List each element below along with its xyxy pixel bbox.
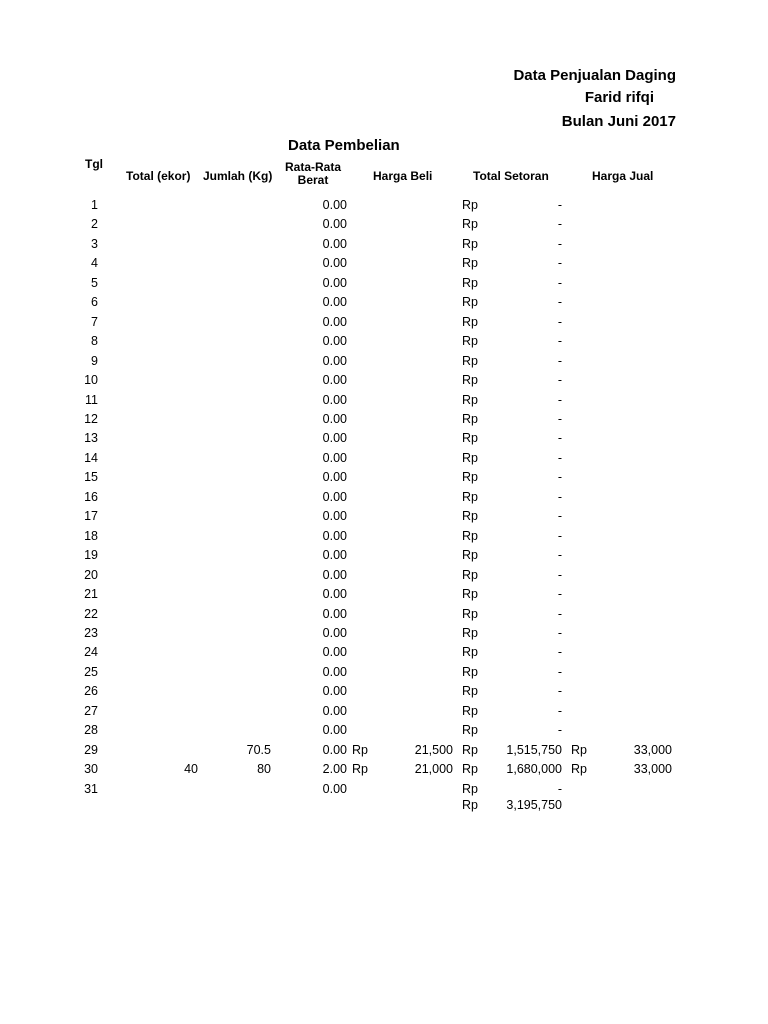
column-header-total: Total (ekor) bbox=[126, 169, 191, 183]
cell-tgl: 21 bbox=[84, 587, 98, 601]
cell-total-setoran: - bbox=[557, 431, 562, 446]
cell-tgl: 6 bbox=[91, 295, 98, 310]
cell-setoran-currency: Rp bbox=[462, 373, 478, 387]
cell-setoran-currency: Rp bbox=[462, 684, 478, 699]
cell-tgl: 26 bbox=[84, 684, 98, 699]
cell-total-setoran: - bbox=[557, 314, 562, 329]
cell-rata-rata: 0.00 bbox=[322, 431, 347, 446]
cell-tgl: 17 bbox=[84, 509, 98, 524]
cell-rata-rata: 2.00 bbox=[322, 762, 347, 776]
cell-setoran-currency: Rp bbox=[462, 548, 478, 563]
cell-total-setoran: - bbox=[557, 275, 562, 290]
cell-tgl: 13 bbox=[84, 431, 98, 446]
table-row bbox=[0, 723, 768, 742]
cell-tgl: 7 bbox=[91, 314, 98, 329]
cell-rata-rata: 0.00 bbox=[322, 528, 347, 543]
cell-tgl: 30 bbox=[84, 762, 98, 776]
table-row bbox=[0, 431, 768, 450]
column-header-jumlah: Jumlah (Kg) bbox=[203, 169, 273, 183]
period-label: Bulan Juni 2017 bbox=[561, 113, 676, 130]
column-header-harga-beli: Harga Beli bbox=[373, 169, 433, 183]
cell-setoran-currency: Rp bbox=[462, 742, 478, 757]
column-header-total-setoran: Total Setoran bbox=[473, 169, 549, 183]
cell-total-setoran: - bbox=[557, 489, 562, 504]
table-row bbox=[0, 607, 768, 626]
cell-setoran-currency: Rp bbox=[462, 587, 478, 601]
cell-setoran-currency: Rp bbox=[462, 606, 478, 621]
table-row bbox=[0, 373, 768, 392]
cell-total-setoran: - bbox=[557, 236, 562, 251]
column-header-rata-rata: Rata-Rata Berat bbox=[284, 160, 341, 187]
cell-total-setoran: - bbox=[557, 606, 562, 621]
cell-rata-rata: 0.00 bbox=[322, 450, 347, 465]
cell-harga-beli: 21,000 bbox=[414, 762, 453, 776]
cell-rata-rata: 0.00 bbox=[322, 742, 347, 757]
cell-rata-rata: 0.00 bbox=[322, 645, 347, 660]
cell-rata-rata: 0.00 bbox=[322, 275, 347, 290]
cell-setoran-currency: Rp bbox=[462, 334, 478, 349]
cell-setoran-currency: Rp bbox=[462, 509, 478, 524]
cell-tgl: 12 bbox=[84, 411, 98, 426]
cell-total-setoran: - bbox=[557, 256, 562, 271]
cell-total-setoran: - bbox=[557, 664, 562, 679]
cell-tgl: 15 bbox=[84, 470, 98, 485]
cell-setoran-currency: Rp bbox=[462, 431, 478, 446]
table-row bbox=[0, 548, 768, 567]
table-row bbox=[0, 256, 768, 275]
owner-name: Farid rifqi bbox=[584, 89, 654, 106]
cell-rata-rata: 0.00 bbox=[322, 411, 347, 426]
cell-total-setoran: - bbox=[557, 334, 562, 349]
cell-rata-rata: 0.00 bbox=[322, 198, 347, 212]
cell-rata-rata: 0.00 bbox=[322, 781, 347, 796]
cell-total-setoran: - bbox=[557, 703, 562, 718]
cell-rata-rata: 0.00 bbox=[322, 489, 347, 504]
cell-total-setoran: - bbox=[557, 470, 562, 485]
cell-setoran-currency: Rp bbox=[462, 664, 478, 679]
cell-setoran-currency: Rp bbox=[462, 236, 478, 251]
table-row bbox=[0, 665, 768, 684]
cell-rata-rata: 0.00 bbox=[322, 470, 347, 485]
cell-setoran-currency: Rp bbox=[462, 645, 478, 660]
cell-tgl: 3 bbox=[91, 236, 98, 251]
table-row bbox=[0, 509, 768, 528]
table-row bbox=[0, 412, 768, 431]
cell-total-setoran: - bbox=[557, 217, 562, 232]
cell-tgl: 24 bbox=[84, 645, 98, 660]
cell-harga-jual: 33,000 bbox=[633, 762, 672, 776]
cell-rata-rata: 0.00 bbox=[322, 703, 347, 718]
cell-tgl: 14 bbox=[84, 450, 98, 465]
cell-tgl: 23 bbox=[84, 625, 98, 640]
cell-setoran-currency: Rp bbox=[462, 528, 478, 543]
cell-total-setoran: - bbox=[557, 684, 562, 699]
cell-rata-rata: 0.00 bbox=[322, 334, 347, 349]
cell-jumlah-kg: 70.5 bbox=[246, 742, 271, 757]
cell-total-setoran: - bbox=[557, 450, 562, 465]
cell-rata-rata: 0.00 bbox=[322, 256, 347, 271]
cell-setoran-currency: Rp bbox=[462, 392, 478, 407]
cell-total-setoran: - bbox=[557, 528, 562, 543]
cell-rata-rata: 0.00 bbox=[322, 587, 347, 601]
cell-total-setoran: - bbox=[557, 411, 562, 426]
cell-setoran-currency: Rp bbox=[462, 198, 478, 212]
cell-tgl: 5 bbox=[91, 275, 98, 290]
table-row bbox=[0, 626, 768, 645]
table-row bbox=[0, 762, 768, 781]
table-row bbox=[0, 295, 768, 314]
cell-total-setoran: - bbox=[557, 723, 562, 738]
cell-harga-jual: 33,000 bbox=[633, 742, 672, 757]
cell-harga-beli-currency: Rp bbox=[352, 762, 368, 776]
cell-harga-jual-currency: Rp bbox=[571, 762, 587, 776]
cell-tgl: 27 bbox=[84, 703, 98, 718]
table-row bbox=[0, 237, 768, 256]
table-row bbox=[0, 217, 768, 236]
table-row bbox=[0, 704, 768, 723]
table-row bbox=[0, 645, 768, 664]
cell-total-setoran: - bbox=[557, 295, 562, 310]
cell-setoran-currency: Rp bbox=[462, 625, 478, 640]
cell-total-setoran: - bbox=[557, 548, 562, 563]
table-row bbox=[0, 743, 768, 762]
cell-setoran-currency: Rp bbox=[462, 256, 478, 271]
cell-rata-rata: 0.00 bbox=[322, 625, 347, 640]
cell-rata-rata: 0.00 bbox=[322, 548, 347, 563]
cell-rata-rata: 0.00 bbox=[322, 723, 347, 738]
cell-total-setoran: - bbox=[557, 392, 562, 407]
cell-tgl: 9 bbox=[91, 353, 98, 368]
cell-total-setoran: - bbox=[557, 373, 562, 387]
cell-tgl: 25 bbox=[84, 664, 98, 679]
cell-harga-jual-currency: Rp bbox=[571, 742, 587, 757]
grand-total-currency: Rp bbox=[462, 798, 478, 812]
cell-rata-rata: 0.00 bbox=[322, 217, 347, 232]
cell-harga-beli-currency: Rp bbox=[352, 742, 368, 757]
cell-tgl: 20 bbox=[84, 567, 98, 582]
table-row bbox=[0, 451, 768, 470]
cell-setoran-currency: Rp bbox=[462, 295, 478, 310]
cell-setoran-currency: Rp bbox=[462, 217, 478, 232]
cell-setoran-currency: Rp bbox=[462, 470, 478, 485]
table-row bbox=[0, 490, 768, 509]
table-row bbox=[0, 393, 768, 412]
table-row bbox=[0, 315, 768, 334]
cell-rata-rata: 0.00 bbox=[322, 353, 347, 368]
cell-tgl: 8 bbox=[91, 334, 98, 349]
table-row bbox=[0, 276, 768, 295]
cell-tgl: 31 bbox=[84, 781, 98, 796]
cell-rata-rata: 0.00 bbox=[322, 295, 347, 310]
cell-total-setoran: - bbox=[557, 198, 562, 212]
table-row bbox=[0, 529, 768, 548]
table-row bbox=[0, 470, 768, 489]
cell-tgl: 29 bbox=[84, 742, 98, 757]
cell-jumlah-kg: 80 bbox=[257, 762, 271, 776]
cell-rata-rata: 0.00 bbox=[322, 392, 347, 407]
cell-setoran-currency: Rp bbox=[462, 353, 478, 368]
cell-tgl: 10 bbox=[84, 373, 98, 387]
cell-total-setoran: - bbox=[557, 509, 562, 524]
cell-setoran-currency: Rp bbox=[462, 489, 478, 504]
cell-setoran-currency: Rp bbox=[462, 450, 478, 465]
cell-tgl: 1 bbox=[91, 198, 98, 212]
cell-rata-rata: 0.00 bbox=[322, 236, 347, 251]
grand-total-row bbox=[0, 798, 768, 817]
cell-tgl: 4 bbox=[91, 256, 98, 271]
grand-total-value: 3,195,750 bbox=[506, 798, 562, 812]
cell-setoran-currency: Rp bbox=[462, 314, 478, 329]
cell-rata-rata: 0.00 bbox=[322, 373, 347, 387]
cell-rata-rata: 0.00 bbox=[322, 606, 347, 621]
cell-tgl: 11 bbox=[85, 392, 98, 407]
cell-rata-rata: 0.00 bbox=[322, 509, 347, 524]
table-row bbox=[0, 587, 768, 606]
cell-setoran-currency: Rp bbox=[462, 411, 478, 426]
cell-setoran-currency: Rp bbox=[462, 723, 478, 738]
cell-total-ekor: 40 bbox=[184, 762, 198, 776]
section-title: Data Pembelian bbox=[288, 137, 400, 154]
cell-total-setoran: - bbox=[557, 781, 562, 796]
cell-tgl: 28 bbox=[84, 723, 98, 738]
cell-setoran-currency: Rp bbox=[462, 703, 478, 718]
document-title: Data Penjualan Daging bbox=[513, 67, 676, 84]
cell-total-setoran: 1,515,750 bbox=[506, 742, 562, 757]
cell-tgl: 2 bbox=[91, 217, 98, 232]
cell-rata-rata: 0.00 bbox=[322, 684, 347, 699]
column-header-harga-jual: Harga Jual bbox=[592, 169, 654, 183]
cell-rata-rata: 0.00 bbox=[322, 567, 347, 582]
cell-total-setoran: 1,680,000 bbox=[506, 762, 562, 776]
cell-tgl: 16 bbox=[84, 489, 98, 504]
cell-total-setoran: - bbox=[557, 567, 562, 582]
cell-harga-beli: 21,500 bbox=[414, 742, 453, 757]
cell-setoran-currency: Rp bbox=[462, 275, 478, 290]
cell-tgl: 19 bbox=[84, 548, 98, 563]
cell-tgl: 18 bbox=[84, 528, 98, 543]
cell-total-setoran: - bbox=[557, 587, 562, 601]
cell-total-setoran: - bbox=[557, 645, 562, 660]
cell-setoran-currency: Rp bbox=[462, 762, 478, 776]
cell-tgl: 22 bbox=[84, 606, 98, 621]
cell-total-setoran: - bbox=[557, 625, 562, 640]
cell-rata-rata: 0.00 bbox=[322, 314, 347, 329]
table-row bbox=[0, 334, 768, 353]
cell-rata-rata: 0.00 bbox=[322, 664, 347, 679]
table-row bbox=[0, 568, 768, 587]
cell-setoran-currency: Rp bbox=[462, 781, 478, 796]
cell-setoran-currency: Rp bbox=[462, 567, 478, 582]
table-row bbox=[0, 198, 768, 217]
cell-total-setoran: - bbox=[557, 353, 562, 368]
table-row bbox=[0, 684, 768, 703]
table-row bbox=[0, 354, 768, 373]
column-header-tgl: Tgl bbox=[85, 157, 103, 171]
